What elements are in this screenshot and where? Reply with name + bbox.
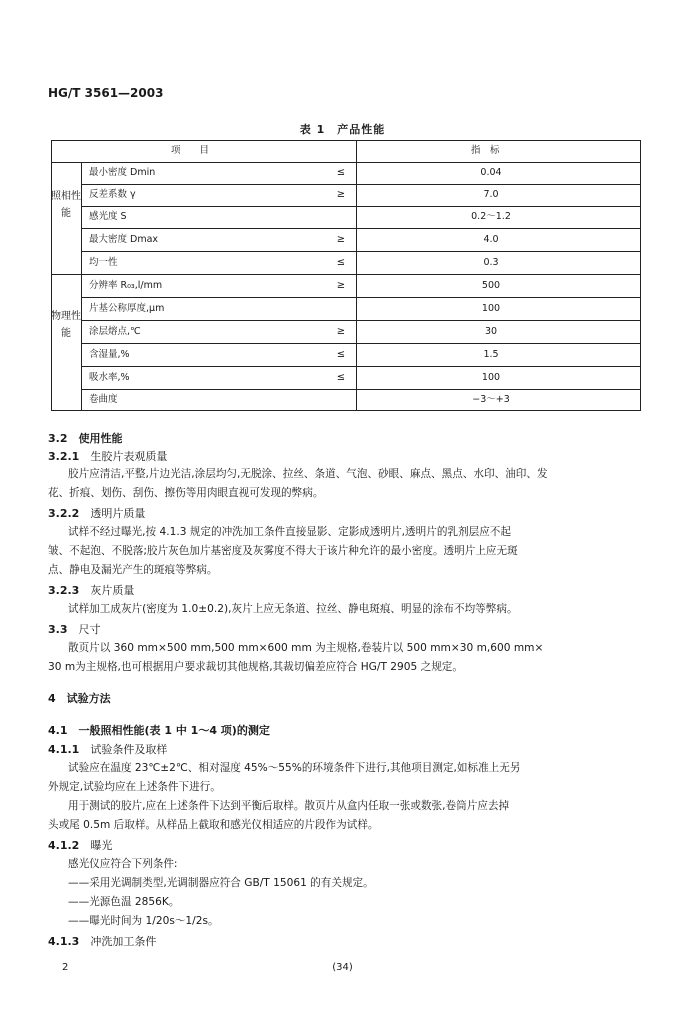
paragraph: 试验应在温度 23℃±2℃、相对湿度 45%～55%的环境条件下进行,其他项目测定,如标准上无另 xyxy=(68,762,521,774)
paragraph: 30 m为主规格,也可根据用户要求裁切其他规格,其裁切偏差应符合 HG/T 2905 之规定。 xyxy=(48,661,463,673)
row-operator: ≤ xyxy=(336,167,346,178)
group-photographic: 照相性能 xyxy=(51,191,81,219)
paragraph: 散页片以 360 mm×500 mm,500 mm×600 mm 为主规格,卷装片以 500 mm×30 m,600 mm× xyxy=(68,642,544,654)
row-item: 吸水率,% xyxy=(89,372,130,383)
paragraph: 胶片应清洁,平整,片边光洁,涂层均匀,无脱涂、拉丝、条道、气泡、砂眼、麻点、黑点、水印、油印、发 xyxy=(68,468,548,480)
sequence-number: (34) xyxy=(332,962,353,973)
paragraph: 花、折痕、划伤、刮伤、擦伤等用肉眼直视可发现的弊病。 xyxy=(48,487,324,499)
row-item: 感光度 S xyxy=(89,211,127,222)
row-item: 均一性 xyxy=(89,257,118,268)
header-item: 项 目 xyxy=(171,145,210,156)
page-number: 2 xyxy=(62,962,69,973)
row-operator: ≥ xyxy=(336,280,346,291)
row-value: −3～+3 xyxy=(472,394,510,405)
row-operator: ≤ xyxy=(336,257,346,268)
list-item: ——光源色温 2856K。 xyxy=(68,896,180,908)
paragraph: 皱、不起泡、不脱落;胶片灰色加片基密度及灰雾度不得大于该片种允许的最小密度。透明片上应无斑 xyxy=(48,545,518,557)
section-4-1: 4.1 一般照相性能(表 1 中 1～4 项)的测定 xyxy=(48,724,270,737)
row-value: 1.5 xyxy=(483,349,499,360)
row-value: 100 xyxy=(481,372,501,383)
row-item: 涂层熔点,℃ xyxy=(89,326,141,337)
group-physical: 物理性能 xyxy=(51,311,81,339)
row-value: 100 xyxy=(481,303,501,314)
row-item: 最小密度 Dmin xyxy=(89,167,156,178)
paragraph: 外规定,试验均应在上述条件下进行。 xyxy=(48,781,221,793)
section-4: 4 试验方法 xyxy=(48,692,111,705)
row-item: 最大密度 Dmax xyxy=(89,234,159,245)
paragraph: 试样不经过曝光,按 4.1.3 规定的冲洗加工条件直接显影、定影成透明片,透明片的乳剂层应不起 xyxy=(68,526,511,538)
paragraph: 头或尾 0.5m 后取样。从样品上截取和感光仪相适应的片段作为试样。 xyxy=(48,819,379,831)
section-3-2-3: 3.2.3 灰片质量 xyxy=(48,584,135,597)
row-operator: ≤ xyxy=(336,372,346,383)
section-3-2: 3.2 使用性能 xyxy=(48,432,123,445)
row-value: 4.0 xyxy=(483,234,499,245)
row-operator: ≥ xyxy=(336,234,346,245)
product-performance-table xyxy=(51,140,641,410)
list-item: ——曝光时间为 1/20s～1/2s。 xyxy=(68,915,219,927)
row-item: 片基公称厚度,μm xyxy=(89,303,165,314)
row-operator: ≥ xyxy=(336,189,346,200)
standard-number: HG/T 3561—2003 xyxy=(48,86,164,100)
section-3-2-2: 3.2.2 透明片质量 xyxy=(48,507,146,520)
row-value: 0.3 xyxy=(483,257,499,268)
section-4-1-3: 4.1.3 冲洗加工条件 xyxy=(48,935,157,948)
table-caption: 表 1 产品性能 xyxy=(299,123,386,136)
row-operator: ≤ xyxy=(336,349,346,360)
section-4-1-2: 4.1.2 曝光 xyxy=(48,839,113,852)
section-3-3: 3.3 尺寸 xyxy=(48,623,101,636)
paragraph: 点、静电及漏光产生的斑痕等弊病。 xyxy=(48,564,218,576)
paragraph: 感光仪应符合下列条件: xyxy=(68,858,178,870)
row-item: 分辨率 R₀₃,l/mm xyxy=(89,280,163,291)
paragraph: 用于测试的胶片,应在上述条件下达到平衡后取样。散页片从盒内任取一张或数张,卷筒片应去掉 xyxy=(68,800,510,812)
row-value: 0.2～1.2 xyxy=(471,211,511,222)
paragraph: 试样加工成灰片(密度为 1.0±0.2),灰片上应无条道、拉丝、静电斑痕、明显的涂布不均等弊病。 xyxy=(68,603,518,615)
row-item: 反差系数 γ xyxy=(89,189,136,200)
row-item: 含湿量,% xyxy=(89,349,130,360)
row-item: 卷曲度 xyxy=(89,394,118,405)
section-3-2-1: 3.2.1 生胶片表观质量 xyxy=(48,450,168,463)
row-value: 500 xyxy=(481,280,501,291)
header-index: 指 标 xyxy=(471,145,500,156)
section-4-1-1: 4.1.1 试验条件及取样 xyxy=(48,743,168,756)
row-value: 0.04 xyxy=(480,167,502,178)
list-item: ——采用光调制类型,光调制器应符合 GB/T 15061 的有关规定。 xyxy=(68,877,374,889)
row-value: 30 xyxy=(484,326,498,337)
row-value: 7.0 xyxy=(483,189,499,200)
row-operator: ≥ xyxy=(336,326,346,337)
